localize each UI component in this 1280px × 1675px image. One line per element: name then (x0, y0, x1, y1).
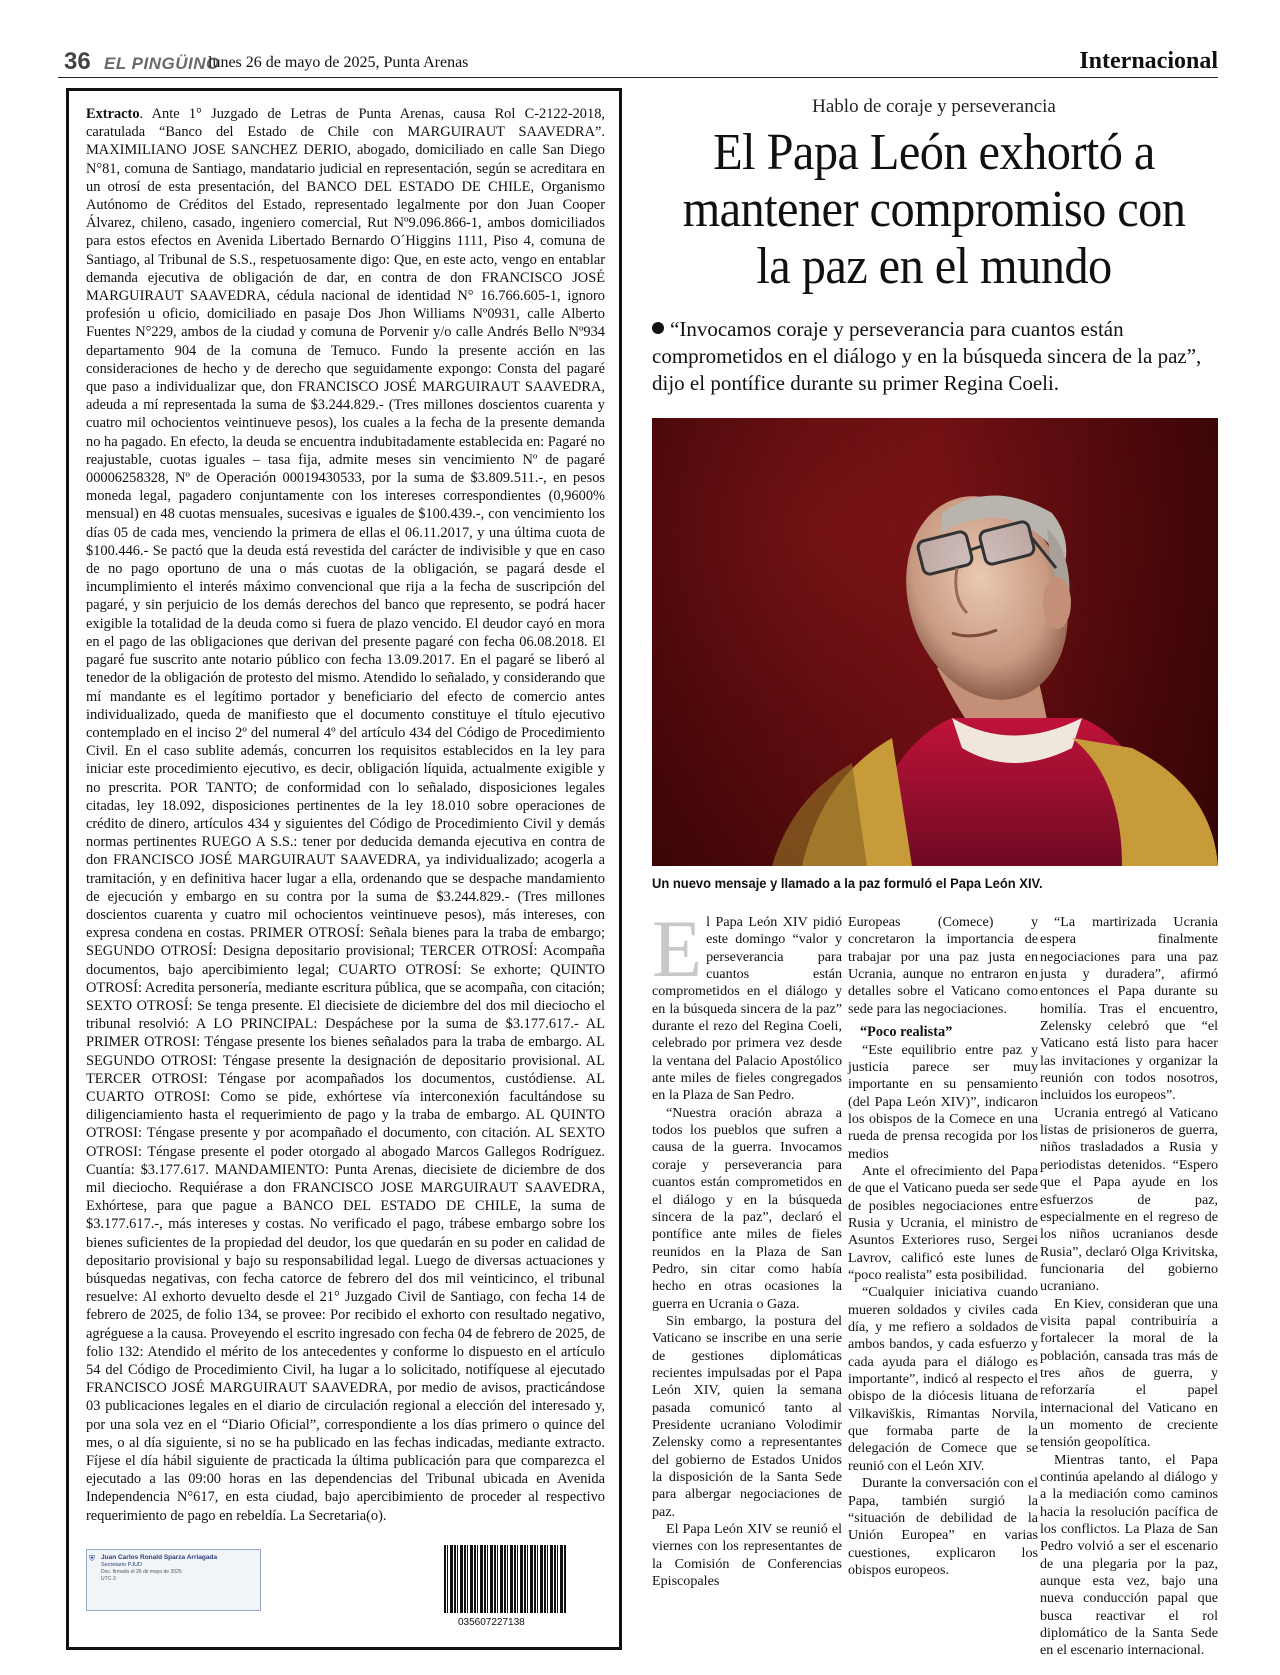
photo-caption: Un nuevo mensaje y llamado a la paz formuló el Papa León XIV. (652, 876, 1043, 891)
article-paragraph: “Cualquier iniciativa cuando mueren soldados y civiles cada día, y me refiero a soldados de ambos bandos, y cada esfuerzo y cada ayuda para el diálogo es importante”, indicó al respecto el obispo de la diócesis lituana de Vilkaviškis, Rimantas Norvila, que formaba parte de la delegación de Comece que se reunió con el León XIV. (848, 1284, 1038, 1474)
legal-notice-box (66, 88, 622, 1650)
dateline: lunes 26 de mayo de 2025, Punta Arenas (208, 54, 469, 71)
article-headline: El Papa León exhortó a mantener compromiso con la paz en el mundo (682, 124, 1186, 295)
bullet-icon (652, 322, 664, 334)
shield-icon: ⛨ (89, 1554, 95, 1563)
article-paragraph: Sin embargo, la postura del Vaticano se inscribe en una serie de gestiones diplomáticas recientes impulsadas por el Papa León XIV, quien la semana pasada comunicó tanto al Presidente ucraniano Volodimir Zelensky como a representantes del gobierno de Estados Unidos la disposición de la Santa Sede para albergar negociaciones de paz. (652, 1312, 842, 1520)
pope-portrait-illustration (652, 418, 1218, 866)
article-column-2 (848, 914, 1038, 1579)
article-deck-text: “Invocamos coraje y perseverancia para cuantos están comprometidos en el diálogo y en la búsqueda sincera de la paz”, dijo el pontífice durante su primer Regina Coeli. (652, 317, 1202, 395)
article-column-3 (1040, 914, 1218, 1660)
article-paragraph: l Papa León XIV pidió este domingo “valor y perseverancia para cuantos están comprometidos en el diálogo y en la búsqueda sincera de la paz” durante el rezo del Regina Coeli, celebrado por primera vez desde la ventana del Palacio Apostólico ante miles de fieles congregados en la Plaza de San Pedro. (652, 914, 842, 1104)
article-paragraph: Ucrania entregó al Vaticano listas de prisioneros de guerra, niños trasladados a Rusia y periodistas detenidos. “Espero que el Papa ayude en los esfuerzos de paz, especialmente en el regreso de los niños ucranianos desde Rusia”, declaró Olga Krivitska, funcionaria del gobierno ucraniano. (1040, 1104, 1218, 1295)
article-paragraph: “Este equilibrio entre paz y justicia parece ser muy importante en su pensamiento (del Papa León XIV)”, indicaron los obispos de la Comece en una rueda de prensa recogida por los medios (848, 1041, 1038, 1162)
article-paragraph: Mientras tanto, el Papa continúa apelando al diálogo y a la mediación como caminos hacia la resolución pacífica de los conflictos. La Plaza de San Pedro volvió a ser el escenario de una plegaria por la paz, aunque esta vez, bajo una nueva conducción papal que busca reactivar el rol diplomático de la Santa Sede en el escenario internacional. (1040, 1451, 1218, 1659)
article-paragraph: El Papa León XIV se reunió el viernes con los representantes de la Comisión de Conferencias Episcopales (652, 1521, 842, 1590)
article-kicker: Hablo de coraje y perseverancia (812, 96, 1056, 117)
article-paragraph: “Nuestra oración abraza a todos los pueblos que sufren a causa de la guerra. Invocamos coraje y perseverancia para cuantos están comprometidos en el diálogo y en la búsqueda sincera de la paz”, declaró el pontífice ante miles de fieles reunidos en la Plaza de San Pedro, sin citar como había hecho en otras ocasiones la guerra en Ucrania o Gaza. (652, 1104, 842, 1312)
signer-name: Juan Carlos Ronald Sparza Arriagada (101, 1554, 218, 1561)
article-paragraph: Ante el ofrecimiento del Papa de que el Vaticano pueda ser sede de posibles negociaciones entre Rusia y Ucrania, el ministro de Asuntos Exteriores ruso, Sergei Lavrov, calificó este lunes de “poco realista” esta posibilidad. (848, 1162, 1038, 1284)
signature-area (86, 1539, 605, 1635)
legal-notice-text (86, 105, 605, 1527)
barcode-icon (444, 1545, 566, 1613)
legal-notice-label: Extracto (86, 106, 140, 122)
signer-role: Secretario PJUD (101, 1562, 142, 1568)
dropcap: E (652, 903, 703, 994)
signature-meta: Doc. firmado el 26 de mayo de 2025 (101, 1569, 182, 1575)
page-number: 36 (64, 48, 91, 75)
article-paragraph: En Kiev, consideran que una visita papal contribuiría a fortalecer la moral de la población, cansada tras más de tres años de guerra, y reforzaría el papel internacional del Vaticano en un momento de creciente tensión geopolítica. (1040, 1295, 1218, 1451)
article-subhead: “Poco realista” (860, 1024, 953, 1041)
barcode-number: 035607227138 (458, 1617, 525, 1628)
signature-meta-tz: UTC-3 (101, 1575, 116, 1582)
article-paragraph: “La martirizada Ucrania espera finalmente negociaciones para una paz justa y duradera”, afirmó entonces el Papa durante su homilía. Tras el encuentro, Zelensky celebró que “el Vaticano está listo para hacer las invitaciones y organizar la reunión con todos nosotros, incluidos los europeos”. (1040, 914, 1218, 1104)
article-deck (652, 316, 1218, 397)
article-photo (652, 418, 1218, 866)
legal-notice-body: . Ante 1° Juzgado de Letras de Punta Arenas, causa Rol C-2122-2018, caratulada “Banco del Estado de Chile con MARGUIRAUT SAAVEDRA”. MAXIMILIANO JOSE SANCHEZ DERIO, abogado, domiciliado en calle San Diego N°81, comuna de Santiago, mandatario judicial en representación, según se acreditara en un otrosí de esta presentación, del BANCO DEL ESTADO DE CHILE, Organismo Autónomo de Créditos del Estado, representado legalmente por don Juan Cooper Álvarez, chileno, casado, ingeniero comercial, Rut Nº9.096.866-1, ambos domiciliados para estos efectos en Avenida Libertado Bernardo O´Higgins 1111, Piso 4, comuna de Santiago, al Tribunal de S.S., respetuosamente digo: Que, en este acto, vengo en entablar demanda ejecutiva de obligación de dar, en contra de don FRANCISCO JOSÉ MARGUIRAUT SAAVEDRA, cédula nacional de identidad N° 16.766.605-1, ignoro profesión u oficio, domiciliado en pasaje Dos Jhon Williams Nº0931, calle Alberto Fuentes N°229, ambos de la ciudad y comuna de Porvenir y/o calle Andrés Bello Nº934 departamento 904 de la comuna de Temuco. Fundo la presente acción en las consideraciones de hecho y de derecho que seguidamente expongo: Consta del pagaré que paso a individualizar que, don FRANCISCO JOSÉ MARGUIRAUT SAAVEDRA, adeuda a mí representada la suma de $3.244.829.- (Tres millones doscientos cuarenta y cuatro mil ochocientos veintinueve pesos), los cuales a la fecha de la presente demanda no ha pagado. En efecto, la deuda se encuentra indubitadamente establecida en: Pagaré no reajustable, cuotas iguales – tasa fija, admite meses sin vencimiento Nº de pagaré 00006258328, Nº de Operación 00019430533, por la suma de $3.809.511.-, en pesos moneda legal, pagadero conjuntamente con los intereses correspondientes (0,9600% mensual) en 48 cuotas mensuales, sucesivas e iguales de $100.439.-, con vencimiento los días 05 de cada mes, venciendo la primera de ellas el 06.11.2017, y una última cuota de $100.446.- Se pactó que la deuda está revestida del carácter de indivisible y que en caso de no pago oportuno de una o más cuotas de la obligación, se pagará desde el incumplimiento el interés máximo convencional que rija a la fecha de suscripción del pagaré, y sin perjuicio de los demás derechos del banco que represento, se podrá hacer exigible la totalidad de la deuda como si fuera de plazo vencido. El deudor cayó en mora en el pago de las obligaciones que derivan del presente pagaré con fecha 06.08.2018. El pagaré fue suscrito ante notario público con fecha 13.09.2017. En el pagaré se liberó al tenedor de la obligación de protesto del mismo. Atendido lo señalado, y considerando que mí mandante es el legítimo portador y beneficiario del efecto de comercio antes individualizado, queda de manifiesto que el documento constituye el título ejecutivo contemplado en el inciso 2º del numeral 4º del artículo 434 del Código de Procedimiento Civil. En el caso sublite además, concurren los requisitos establecidos en la ley para iniciar este procedimiento ejecutivo, es decir, obligación líquida, actualmente exigible y no prescrita. POR TANTO; de conformidad con lo señalado, disposiciones legales citadas, ley 18.092, disposiciones pertinentes de la ley 18.010 sobre operaciones de crédito de dinero, artículos 434 y siguientes del Código de Procedimiento Civil y demás normas pertinentes RUEGO A S.S.: tener por deducida demanda ejecutiva en contra de don FRANCISCO JOSÉ MARGUIRAUT SAAVEDRA, ya individualizado; acogerla a tramitación, y en definitiva hacer lugar a ella, ordenando que se despache mandamiento de ejecución y embargo en su contra por la suma de $3.244.829.- (Tres millones doscientos cuarenta y cuatro mil ochocientos veintinueve pesos), más intereses, con expresa condena en costas. PRIMER OTROSÍ: Señala bienes para la traba de embargo; SEGUNDO OTROSÍ: Designa depositario provisional; TERCER OTROSÍ: Acompaña documentos, bajo apercibimiento legal; CUARTO OTROSÍ: Se exhorte; QUINTO OTROSÍ: Acredita personería, mediante escritura pública, que se acompaña, con citación; SEXTO OTROSÍ: Se tenga presente. El diecisiete de diciembre del dos mil dieciocho el tribunal resolvió: A LO PRINCIPAL: Despáchese por la suma de $3.177.617.- AL PRIMER OTROSI: Téngase presente los bienes señalados para la traba de embargo. AL SEGUNDO OTROSI: Téngase presente la designación de depositario provisional. AL TERCER OTROSI: Téngase por acompañados los documentos, custódiense. AL CUARTO OTROSI: Como se pide, exhórtese vía interconexión facultándose su diligenciamiento hasta el requerimiento de pago y la traba de embargo. AL QUINTO OTROSI: Téngase presente y por acompañado el documento, con citación. AL SEXTO OTROSI: Téngase presente el poder otorgado al abogado Marcos Gallegos Rodríguez. Cuantía: $3.177.617. MANDAMIENTO: Punta Arenas, diecisiete de diciembre de dos mil dieciocho. Requiérase a don FRANCISCO JOSE MARGUIRAUT SAAVEDRA, Exhórtese, para que pague a BANCO DEL ESTADO DE CHILE, la suma de $3.177.617.-, más intereses y costas. No verificado el pago, trábese embargo sobre los bienes suficientes de la propiedad del deudor, los que quedarán en su poder en calidad de depositario provisional y bajo su responsabilidad legal. Luego de diversas actuaciones y búsquedas negativas, con fecha catorce de febrero del dos mil veinticinco, el tribunal resuelve: Al exhorto devuelto desde el 21° Juzgado Civil de Santiago, con fecha 14 de febrero de 2025, de folio 134, se provee: Por recibido el exhorto con resultado negativo, agréguese a la causa. Proveyendo el escrito ingresado con fecha 04 de febrero de 2025, de folio 132: Atendido el mérito de los antecedentes y conforme lo dispuesto en el artículo 54 del Código de Procedimiento Civil, ha lugar a lo solicitado, notifíquese al ejecutado FRANCISCO JOSÉ MARGUIRAUT SAAVEDRA, por medio de avisos, practicándose 03 publicaciones legales en el diario de circulación regional a elección del interesado y, por una sola vez en el “Diario Oficial”, correspondiente a los días primero o quince del mes, o al día siguiente, si no se ha publicado en las fechas indicadas, mediante extracto. Fíjese el día hábil siguiente de practicada la última publicación para que comparezca el ejecutado a las 09:00 horas en las dependencias del Tribunal ubicada en Avenida Independencia N°617, en esta ciudad, bajo apercibimiento de proceder al respectivo requerimiento de pago en rebeldía. La Secretaria(o). (86, 106, 605, 1524)
page-header (58, 46, 1218, 78)
article-column-1 (652, 903, 842, 1590)
newspaper-brand: EL PINGÜINO (104, 54, 220, 73)
section-title: Internacional (1079, 48, 1218, 74)
article-paragraph: Durante la conversación con el Papa, también surgió la “situación de debilidad de la Unión Europea” en varias cuestiones, explicaron los obispos europeos. (848, 1475, 1038, 1578)
digital-signature-stamp (86, 1549, 261, 1611)
article-paragraph: Europeas (Comece) y concretaron la importancia de trabajar por una paz justa en Ucrania, aunque no entraron en detalles sobre el Vaticano como sede para las negociaciones. (848, 914, 1038, 1017)
